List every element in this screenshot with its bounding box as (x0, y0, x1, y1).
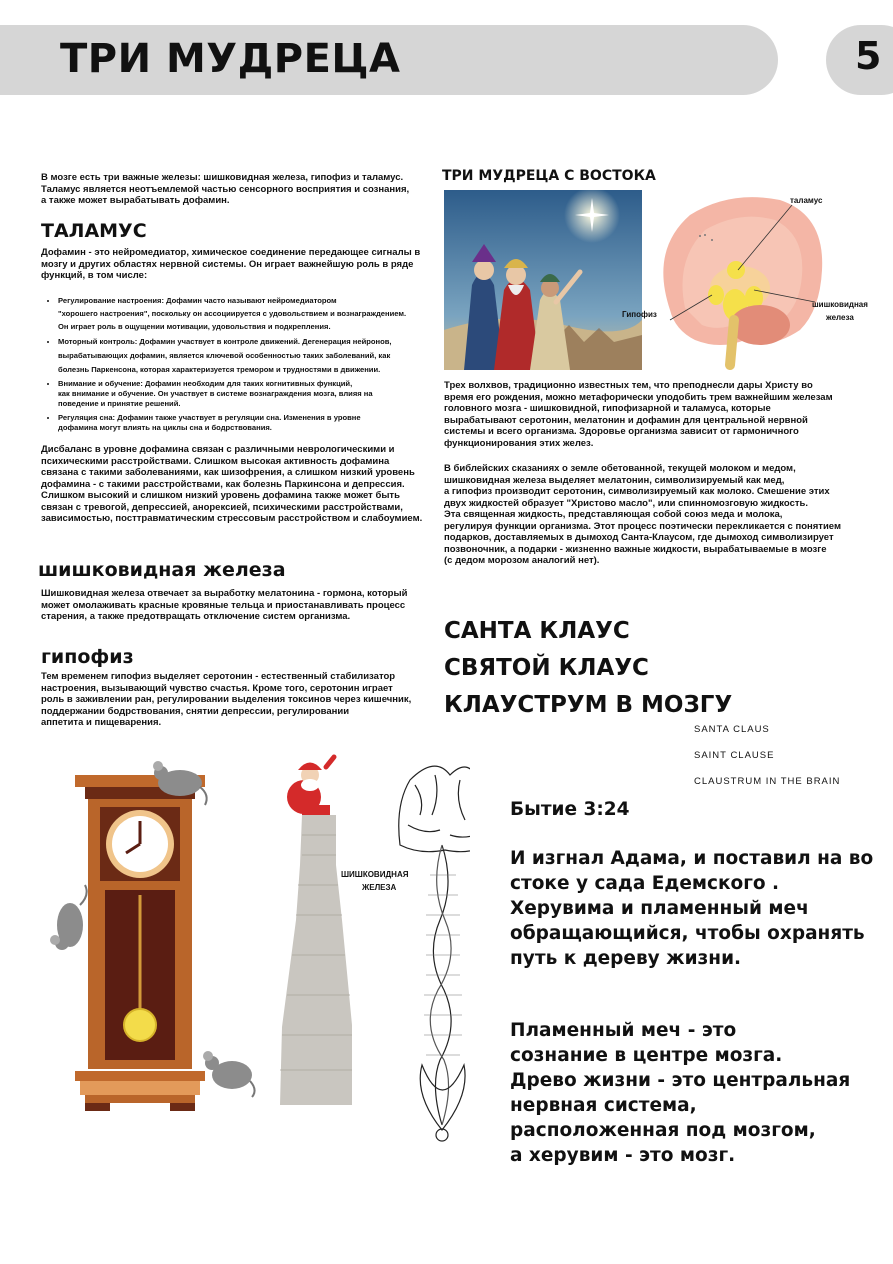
english-translations: SANTA CLAUS SAINT CLAUSE CLAUSTRUM IN THE BRAIN (694, 724, 841, 787)
page-title: ТРИ МУДРЕЦА (60, 36, 401, 82)
thalamus-line: функций, в том числе: (41, 270, 148, 281)
thalamus-heading: ТАЛАМУС (41, 220, 147, 242)
intro-line: Таламус является неотъемлемой частью сенсорного восприятия и сознания, (41, 183, 410, 195)
dopamine-function-list (44, 294, 429, 435)
magi-paragraph-1: Трех волхвов, традиционно известных тем, что преподнесли дары Христу во время его рождения, можно метафорически уподобить трем важнейшим железам головного мозга - шишковидной, гипофизарной и таламуса, которые вырабатывают серотонин, мелатонин и дофамин для центральной нервной системы и всего организма. Здоровье организма зависит от гармоничного функционирования этих желез. (444, 380, 833, 449)
intro-line: а также может вырабатывать дофамин. (41, 195, 230, 206)
clock-chimney-spine-illustration (40, 745, 470, 1165)
illustration-pineal-label: ШИШКОВИДНАЯ (341, 870, 409, 879)
grandfather-clock-icon (75, 775, 205, 1111)
santa-claus-icon (287, 757, 334, 819)
magi-paragraph-2: В библейских сказаниях о земле обетованной, текущей молоком и медом, шишковидная железа выделяет мелатонин, символизируемый как мед, а гипофиз производит серотонин, символизируемый как молоко. Смешение этих двух жидкостей образует "Христово масло", или спинномозговую жидкость. Эта священная жидкость, представляющая собой союз меда и молока, регулируя функции организма. Этот процесс поэтически перекликается с понятием подарков, доставляемых в дымоход Санта-Клаусом, где дымоход символизирует позвоночник, а подарки - жизненно важные жидкости, вырабатываемые в мозге (с дедом морозом аналогий нет). (444, 463, 841, 566)
intro-line: В мозге есть три важные железы: шишковидная железа, гипофиз и таламус. (41, 172, 404, 183)
dopamine-imbalance-paragraph: Дисбаланс в уровне дофамина связан с различными неврологическими и психическими расстройствами. Слишком высокая активность дофамина связана с такими заболеваниями, как шизофрения, а слишком низкий уровень дофамина - с такими расстройствами, как болезнь Паркинсона и депрессия. Слишком высокий и слишком низкий уровень дофамина также может быть связан с тревогой, депрессией, анорексией, психическими расстройствами, зависимостью, посттравматическим стрессовым расстройством и слабоумием. (41, 444, 423, 524)
bible-meaning: Пламенный меч - это сознание в центре мозга. Древо жизни - это центральная нервная система, расположенная под мозгом, а херувим - это мозг. (510, 1020, 851, 1166)
brain-label-thalamus: таламус (790, 196, 823, 205)
list-item: • Регулирование настроения: Дофамин часто называют нейромедиатором "хорошего настроения", поскольку он ассоциируется с удовольствием и вознаграждением. Он играет роль в ощущении мотивации, удовольствия и подкрепления. (58, 294, 429, 333)
intro-paragraph (41, 172, 431, 207)
brain-label-pituitary: Гипофиз (622, 310, 657, 319)
bible-reference: Бытие 3:24 (510, 799, 630, 820)
spine-brain-icon (399, 766, 470, 1141)
pineal-heading: шишковидная железа (38, 559, 286, 581)
thalamus-line: Дофамин - это нейромедиатор, химическое соединение передающее сигналы в (41, 247, 421, 258)
title-santa-claus: САНТА КЛАУС (444, 618, 630, 644)
bible-verse: И изгнал Адама, и поставил на во стоке у сада Едемского . Херувима и пламенный меч обращающийся, чтобы охранять путь к дереву жизни. (510, 848, 874, 969)
pituitary-heading: гипофиз (41, 646, 134, 668)
list-item: • Внимание и обучение: Дофамин необходим для таких когнитивных функций, как внимание и обучение. Он участвует в системе вознаграждения мозга, влияя на поведение и принятие решений. (58, 379, 429, 409)
magi-heading: ТРИ МУДРЕЦА С ВОСТОКА (442, 168, 656, 184)
pineal-paragraph: Шишковидная железа отвечает за выработку мелатонина - гормона, который может омолаживать красные кровяные тельца и приостанавливать процесс старения, а также предотвращать отключение систем организма. (41, 588, 408, 622)
illustration-pineal-label-2: ЖЕЛЕЗА (362, 883, 397, 892)
mouse-icon (50, 885, 87, 950)
title-saint-claus: СВЯТОЙ КЛАУС (444, 655, 649, 681)
thalamus-line: мозгу и других областях нервной системы. Он играет важнейшую роль в ряде (41, 258, 414, 270)
mouse-icon (203, 1051, 255, 1097)
brain-glands-diagram (650, 190, 893, 370)
brain-label-pineal-2: железа (826, 313, 854, 322)
santa-titles (444, 613, 732, 724)
page-number: 5 (855, 34, 882, 78)
thalamus-paragraph (41, 247, 431, 282)
thalamus-marker (727, 261, 745, 279)
chimney-icon (280, 815, 352, 1105)
list-item: • Регуляция сна: Дофамин также участвует в регуляции сна. Изменения в уровне дофамина могут влиять на циклы сна и бодрствования. (58, 413, 429, 433)
brain-label-pineal: шишковидная (812, 300, 868, 309)
pituitary-paragraph: Тем временем гипофиз выделяет серотонин - естественный стабилизатор настроения, вызывающий чувство счастья. Кроме того, серотонин играет роль в заживлении ран, регулировании выделения токсинов через кишечник, поддержании бодрствования, снятии депрессии, регулировании аппетита и пищеварения. (41, 671, 412, 728)
three-magi-painting (444, 190, 642, 370)
list-item: • Моторный контроль: Дофамин участвует в контроле движений. Дегенерация нейронов, вырабатывающих дофамин, является ключевой особенностью таких заболеваний, как болезнь Паркенсона, которая характеризуется тремором и трудностями в движении. (58, 335, 429, 377)
title-claustrum: КЛАУСТРУМ В МОЗГУ (444, 692, 733, 718)
